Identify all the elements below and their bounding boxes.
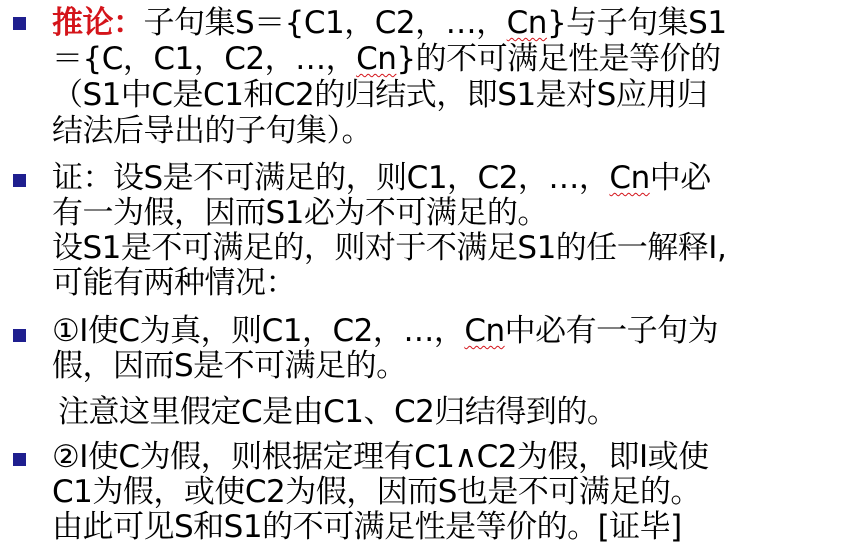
bullet-2-line-1: 证：设S是不可满足的，则C1，C2，…，Cn中必 — [52, 160, 711, 196]
bullet-square-icon — [13, 329, 26, 342]
corollary-label: 推论： — [52, 5, 144, 41]
bullet-square-icon — [13, 17, 26, 30]
bullet-4-line-1: ②I使C为假，则根据定理有C1∧C2为假，即I或使 — [52, 439, 709, 475]
bullet-1-line-4: 结法后导出的子句集）。 — [52, 113, 372, 149]
bullet-1-line-2: ＝{C，C1，C2，…，Cn}的不可满足性是等价的 — [52, 41, 721, 77]
bullet-3-line-2: 假，因而S是不可满足的。 — [52, 348, 407, 384]
bullet-4-line-3: 由此可见S和S1的不可满足性是等价的。[证毕] — [52, 509, 682, 545]
bullet-square-icon — [13, 174, 26, 187]
cn-term: Cn — [464, 313, 505, 349]
bullet-4-line-2: C1为假，或使C2为假，因而S也是不可满足的。 — [52, 474, 701, 510]
bullet-1-line-1: 推论：子句集S＝{C1，C2，…，Cn}与子句集S1 — [52, 5, 727, 41]
cn-term: Cn — [609, 160, 650, 196]
bullet-1-line-3: （S1中C是C1和C2的归结式，即S1是对S应用归 — [52, 77, 708, 113]
bullet-square-icon — [13, 453, 26, 466]
cn-term: Cn — [356, 41, 397, 77]
cn-term: Cn — [506, 5, 547, 41]
bullet-3-line-1: ①I使C为真，则C1，C2，…，Cn中必有一子句为 — [52, 313, 719, 349]
bullet-2-line-4: 可能有两种情况： — [52, 265, 296, 301]
note-line: 注意这里假定C是由C1、C2归结得到的。 — [58, 394, 618, 430]
bullet-2-line-2: 有一为假，因而S1必为不可满足的。 — [52, 195, 548, 231]
bullet-2-line-3: 设S1是不可满足的，则对于不满足S1的任一解释I, — [52, 230, 727, 266]
